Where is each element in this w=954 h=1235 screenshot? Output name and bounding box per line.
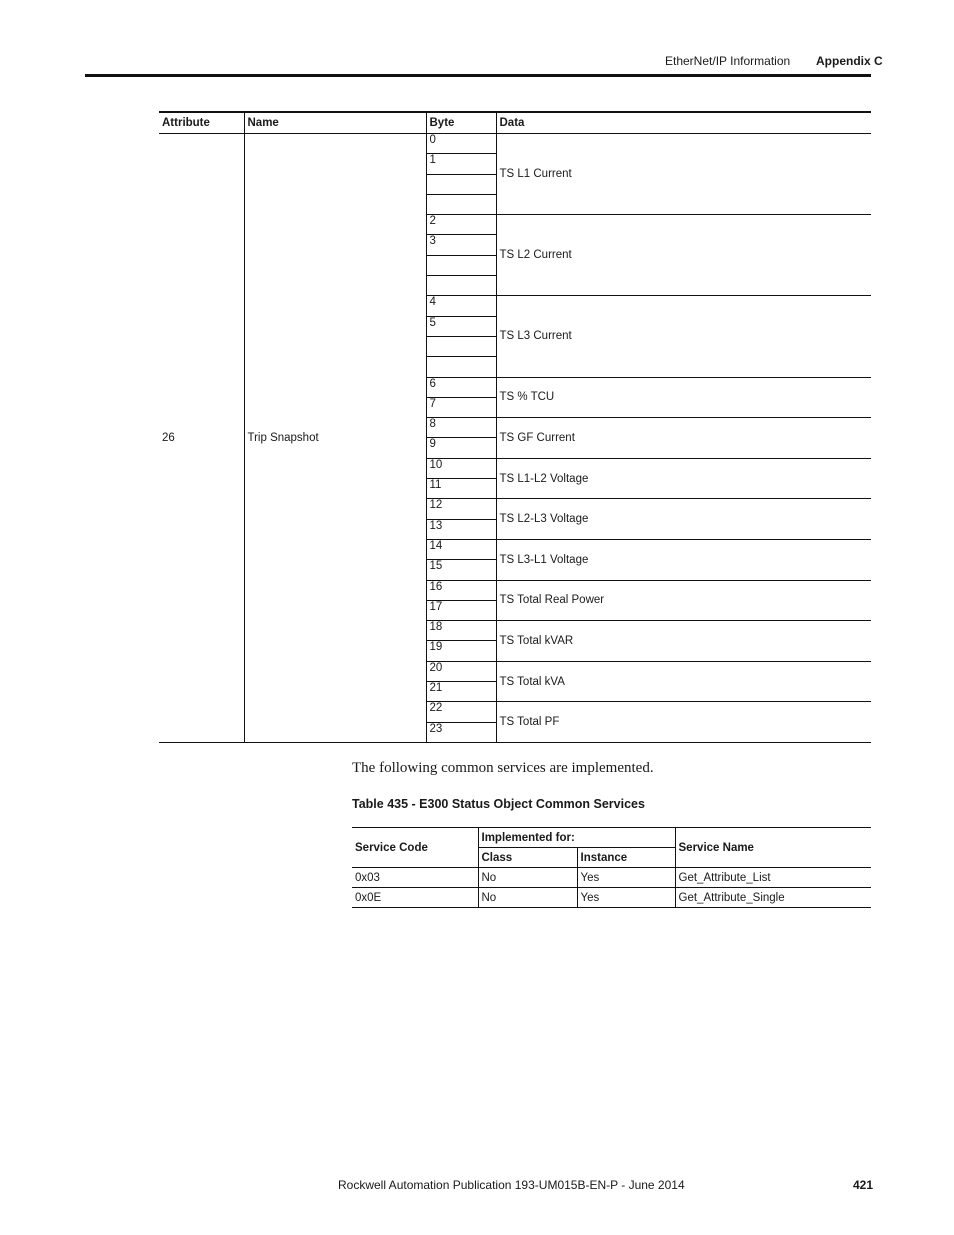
header-section-title: EtherNet/IP Information bbox=[665, 54, 791, 68]
col-header-implemented-for: Implemented for: bbox=[478, 828, 675, 848]
byte-cell: 12 bbox=[426, 499, 496, 519]
table-row bbox=[352, 888, 871, 908]
name-cell: Trip Snapshot bbox=[244, 134, 426, 743]
col-header-service-code: Service Code bbox=[352, 828, 478, 868]
data-cell: TS L1 Current bbox=[496, 134, 871, 215]
byte-cell: 17 bbox=[426, 600, 496, 620]
data-cell: TS L2-L3 Voltage bbox=[496, 499, 871, 540]
data-cell: TS % TCU bbox=[496, 377, 871, 418]
attribute-cell: 26 bbox=[159, 134, 244, 743]
instance-cell: Yes bbox=[577, 868, 675, 888]
byte-cell: 9 bbox=[426, 438, 496, 458]
col-header-byte: Byte bbox=[426, 112, 496, 134]
byte-cell: 10 bbox=[426, 458, 496, 478]
table-row bbox=[352, 868, 871, 888]
common-services-table bbox=[352, 827, 871, 908]
byte-cell bbox=[426, 194, 496, 214]
byte-cell bbox=[426, 357, 496, 377]
trip-snapshot-table bbox=[159, 111, 871, 743]
data-cell: TS Total Real Power bbox=[496, 580, 871, 621]
header-rule bbox=[85, 74, 871, 77]
header-appendix-label: Appendix C bbox=[816, 54, 883, 68]
footer-page-number: 421 bbox=[853, 1178, 874, 1192]
byte-cell bbox=[426, 276, 496, 296]
byte-cell: 20 bbox=[426, 661, 496, 681]
table-header-row bbox=[159, 112, 871, 134]
data-cell: TS L3 Current bbox=[496, 296, 871, 377]
col-header-name: Name bbox=[244, 112, 426, 134]
service-code-cell: 0x03 bbox=[352, 868, 478, 888]
service-name-cell: Get_Attribute_Single bbox=[675, 888, 871, 908]
byte-cell: 19 bbox=[426, 641, 496, 661]
byte-cell: 23 bbox=[426, 722, 496, 742]
data-cell: TS L3-L1 Voltage bbox=[496, 539, 871, 580]
data-cell: TS Total PF bbox=[496, 702, 871, 743]
data-cell: TS L1-L2 Voltage bbox=[496, 458, 871, 499]
table-caption: Table 435 - E300 Status Object Common Services bbox=[352, 797, 645, 811]
byte-cell: 14 bbox=[426, 539, 496, 559]
byte-cell: 15 bbox=[426, 560, 496, 580]
byte-cell: 2 bbox=[426, 215, 496, 235]
byte-cell: 8 bbox=[426, 418, 496, 438]
byte-cell: 18 bbox=[426, 621, 496, 641]
table-header-row bbox=[352, 828, 871, 848]
footer-publication: Rockwell Automation Publication 193-UM015B-EN-P - June 2014 bbox=[338, 1178, 685, 1192]
col-header-data: Data bbox=[496, 112, 871, 134]
body-paragraph: The following common services are implemented. bbox=[352, 760, 654, 776]
byte-cell: 13 bbox=[426, 519, 496, 539]
byte-cell: 11 bbox=[426, 479, 496, 499]
byte-cell: 1 bbox=[426, 154, 496, 174]
col-header-instance: Instance bbox=[577, 848, 675, 868]
data-cell: TS GF Current bbox=[496, 418, 871, 459]
byte-cell: 7 bbox=[426, 397, 496, 417]
data-cell: TS Total kVAR bbox=[496, 621, 871, 662]
service-name-cell: Get_Attribute_List bbox=[675, 868, 871, 888]
byte-cell bbox=[426, 336, 496, 356]
byte-cell: 0 bbox=[426, 134, 496, 154]
byte-cell: 21 bbox=[426, 682, 496, 702]
byte-cell: 4 bbox=[426, 296, 496, 316]
class-cell: No bbox=[478, 868, 577, 888]
byte-cell: 6 bbox=[426, 377, 496, 397]
class-cell: No bbox=[478, 888, 577, 908]
col-header-attribute: Attribute bbox=[159, 112, 244, 134]
byte-cell: 5 bbox=[426, 316, 496, 336]
col-header-service-name: Service Name bbox=[675, 828, 871, 868]
service-code-cell: 0x0E bbox=[352, 888, 478, 908]
table-row bbox=[159, 134, 871, 154]
byte-cell: 16 bbox=[426, 580, 496, 600]
byte-cell bbox=[426, 174, 496, 194]
byte-cell: 3 bbox=[426, 235, 496, 255]
data-cell: TS L2 Current bbox=[496, 215, 871, 296]
col-header-class: Class bbox=[478, 848, 577, 868]
byte-cell: 22 bbox=[426, 702, 496, 722]
byte-cell bbox=[426, 255, 496, 275]
data-cell: TS Total kVA bbox=[496, 661, 871, 702]
instance-cell: Yes bbox=[577, 888, 675, 908]
